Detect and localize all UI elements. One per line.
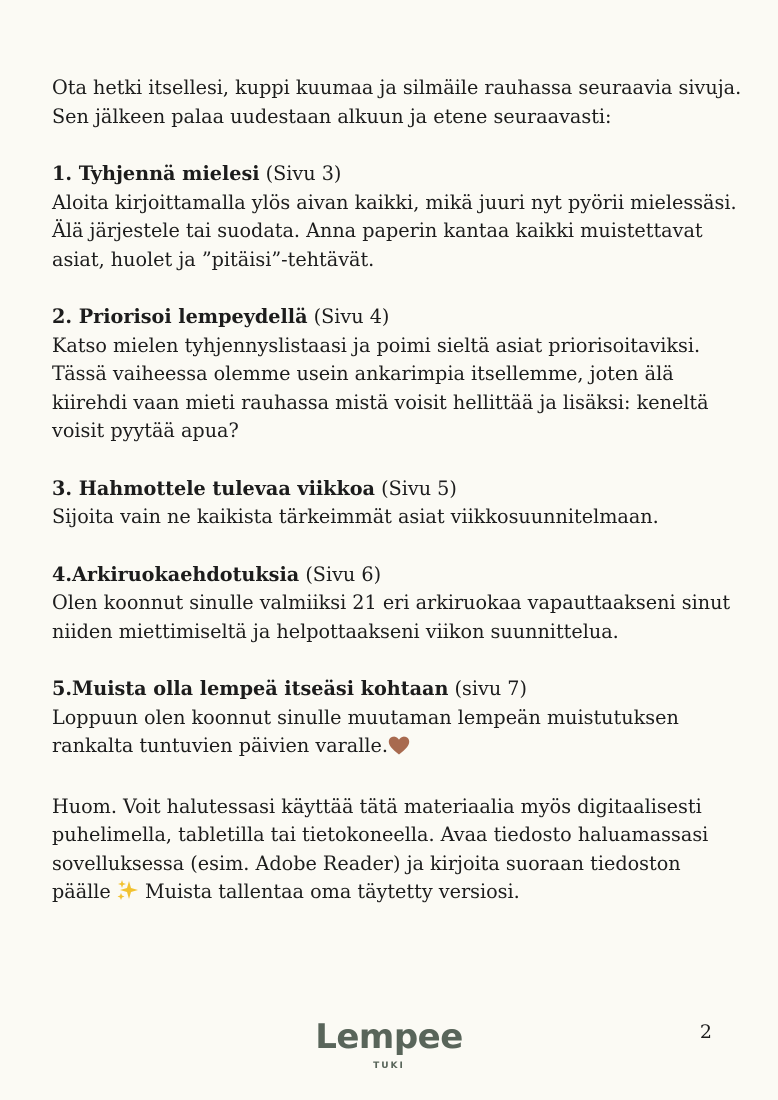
section-1-page: (Sivu 3)	[265, 162, 342, 185]
note-paragraph	[52, 793, 742, 910]
logo-wordmark: Lempee	[315, 1017, 463, 1057]
section-2	[52, 303, 742, 446]
section-2-title: 2. Priorisoi lempeydellä	[52, 305, 308, 328]
logo-subtitle: TUKI	[373, 1061, 405, 1071]
section-1-body: Aloita kirjoittamalla ylös aivan kaikki, mikä juuri nyt pyörii mielessäsi. Älä järjestele tai suodata. Anna paperin kantaa kaikki muistettavat asiat, huolet ja ”pitäisi”-tehtävät.	[52, 190, 737, 271]
section-1-title: 1. Tyhjennä mielesi	[52, 162, 260, 185]
note-text-1: Huom. Voit halutessasi käyttää tätä materiaalia myös digitaalisesti puhelimella, tabletilla tai tietokoneella. Avaa tiedosto haluamassasi sovelluksessa (esim. Adobe Reader) ja kirjoita suoraan tiedoston päälle	[52, 794, 709, 903]
section-5-title: 5.Muista olla lempeä itseäsi kohtaan	[52, 677, 449, 700]
section-4-body: Olen koonnut sinulle valmiiksi 21 eri arkiruokaa vapauttaakseni sinut niiden miettimiseltä ja helpottaakseni viikon suunnittelua.	[52, 591, 731, 643]
section-3-body: Sijoita vain ne kaikista tärkeimmät asiat viikkosuunnitelmaan.	[52, 505, 659, 528]
section-2-body: Katso mielen tyhjennyslistaasi ja poimi sieltä asiat priorisoitaviksi. Tässä vaiheessa olemme usein ankarimpia itsellemme, joten älä kiirehdi vaan mieti rauhassa mistä voisit hellittää ja lisäksi: keneltä voisit pyytää apua?	[52, 333, 709, 442]
sparkles-icon	[117, 879, 139, 910]
lempee-logo	[0, 1017, 778, 1071]
section-4-title: 4.Arkiruokaehdotuksia	[52, 562, 300, 586]
brown-heart-icon	[388, 735, 410, 764]
document-body	[52, 74, 742, 910]
section-5	[52, 675, 742, 764]
section-4	[52, 561, 742, 647]
section-3	[52, 475, 742, 532]
section-1	[52, 160, 742, 274]
intro-paragraph: Ota hetki itsellesi, kuppi kuumaa ja silmäile rauhassa seuraavia sivuja. Sen jälkeen palaa uudestaan alkuun ja etene seuraavasti:	[52, 76, 742, 128]
section-3-page: (Sivu 5)	[381, 476, 457, 500]
section-4-page: (Sivu 6)	[305, 562, 382, 586]
section-3-title: 3. Hahmottele tulevaa viikkoa	[52, 476, 375, 500]
section-5-page: (sivu 7)	[454, 677, 527, 700]
page-number: 2	[699, 1021, 712, 1043]
section-5-body: Loppuun olen koonnut sinulle muutaman lempeän muistutuksen rankalta tuntuvien päivien varalle.	[52, 705, 679, 757]
section-2-page: (Sivu 4)	[313, 305, 390, 328]
note-text-2: Muista tallentaa oma täytetty versiosi.	[145, 880, 520, 903]
